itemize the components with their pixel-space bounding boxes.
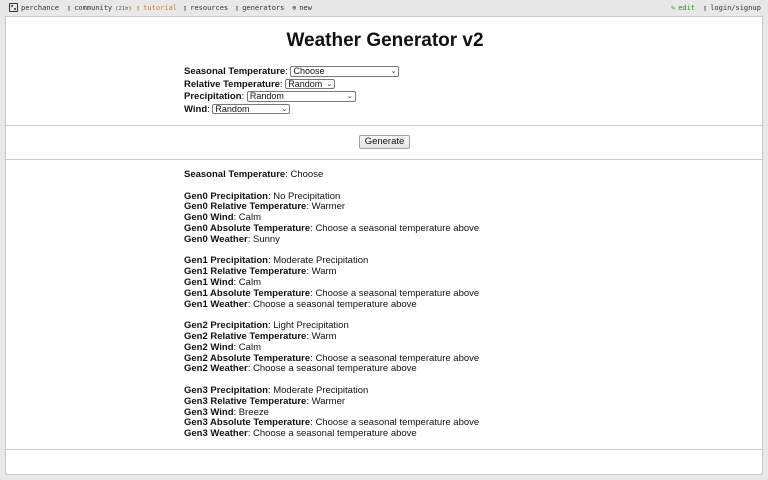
output-panel — [5, 159, 763, 450]
nav-generators[interactable]: ▯ generators — [235, 0, 284, 16]
footer-panel — [5, 449, 763, 475]
pencil-icon: ✎ — [671, 4, 676, 12]
user-icon: ▯ — [703, 4, 708, 12]
nav-new[interactable]: ⊕ new — [292, 0, 312, 16]
relative-select[interactable]: Random ⌄ — [285, 79, 335, 90]
gen-absolute-temperature: Gen3 Absolute Temperature: Choose a seasonal temperature above — [184, 417, 480, 429]
gen-precipitation: Gen3 Precipitation: Moderate Precipitation — [184, 384, 369, 396]
gen-precipitation: Gen1 Precipitation: Moderate Precipitation — [184, 255, 369, 267]
gen-weather: Gen1 Weather: Choose a seasonal temperature above — [184, 298, 417, 310]
chevron-down-icon: ⌄ — [390, 68, 397, 76]
nav-login[interactable]: ▯ login/signup — [703, 0, 761, 16]
gen-weather: Gen0 Weather: Sunny — [184, 233, 280, 245]
community-icon: ▯ — [67, 4, 72, 12]
generator-output — [184, 170, 479, 440]
gen-block-1 — [184, 256, 479, 310]
gen-block-3 — [184, 386, 479, 440]
chevron-down-icon: ⌄ — [346, 93, 353, 101]
output-seasonal: Seasonal Temperature: Choose — [184, 169, 324, 180]
generate-button[interactable]: Generate — [359, 135, 410, 149]
relative-row: Relative Temperature: Random ⌄ — [184, 79, 399, 92]
gen-relative-temperature: Gen1 Relative Temperature: Warm — [184, 266, 337, 278]
book-icon: ▯ — [136, 4, 141, 12]
gen-relative-temperature: Gen2 Relative Temperature: Warm — [184, 330, 337, 342]
nav-perchance[interactable]: perchance — [9, 0, 59, 16]
nav-edit[interactable]: ✎ edit — [671, 0, 695, 16]
wind-row: Wind: Random ⌄ — [184, 104, 399, 117]
chevron-down-icon: ⌄ — [326, 80, 333, 88]
wind-select[interactable]: Random ⌄ — [212, 104, 290, 115]
gen-precipitation: Gen0 Precipitation: No Precipitation — [184, 190, 341, 202]
nav-resources[interactable]: ▯ resources — [183, 0, 228, 16]
resources-icon: ▯ — [183, 4, 188, 12]
gen-wind: Gen0 Wind: Calm — [184, 212, 261, 224]
generators-icon: ▯ — [235, 4, 240, 12]
gen-absolute-temperature: Gen2 Absolute Temperature: Choose a seasonal temperature above — [184, 352, 480, 364]
nav-community[interactable]: ▯ community (21h) — [67, 0, 132, 16]
gen-relative-temperature: Gen3 Relative Temperature: Warmer — [184, 395, 346, 407]
seasonal-select[interactable]: Choose ⌄ — [290, 66, 399, 77]
button-panel — [5, 125, 763, 160]
nav-tutorial[interactable]: ▯ tutorial — [136, 0, 177, 16]
seasonal-row: Seasonal Temperature: Choose ⌄ — [184, 66, 399, 79]
dice-icon — [9, 3, 18, 12]
gen-weather: Gen2 Weather: Choose a seasonal temperature above — [184, 363, 417, 375]
gen-wind: Gen2 Wind: Calm — [184, 341, 261, 353]
plus-circle-icon: ⊕ — [292, 4, 297, 12]
generator-form — [184, 66, 399, 116]
precipitation-select[interactable]: Random ⌄ — [247, 91, 356, 102]
gen-block-0 — [184, 192, 479, 246]
chevron-down-icon: ⌄ — [281, 105, 288, 113]
gen-relative-temperature: Gen0 Relative Temperature: Warmer — [184, 201, 346, 213]
gen-weather: Gen3 Weather: Choose a seasonal temperature above — [184, 428, 417, 440]
gen-absolute-temperature: Gen0 Absolute Temperature: Choose a seasonal temperature above — [184, 222, 480, 234]
form-panel — [5, 16, 763, 126]
gen-precipitation: Gen2 Precipitation: Light Precipitation — [184, 320, 349, 332]
page-title: Weather Generator v2 — [286, 30, 484, 51]
gen-wind: Gen1 Wind: Calm — [184, 276, 261, 288]
precipitation-row: Precipitation: Random ⌄ — [184, 91, 399, 104]
gen-absolute-temperature: Gen1 Absolute Temperature: Choose a seasonal temperature above — [184, 287, 480, 299]
gen-block-2 — [184, 321, 479, 375]
top-nav — [0, 0, 768, 16]
gen-wind: Gen3 Wind: Breeze — [184, 406, 269, 418]
